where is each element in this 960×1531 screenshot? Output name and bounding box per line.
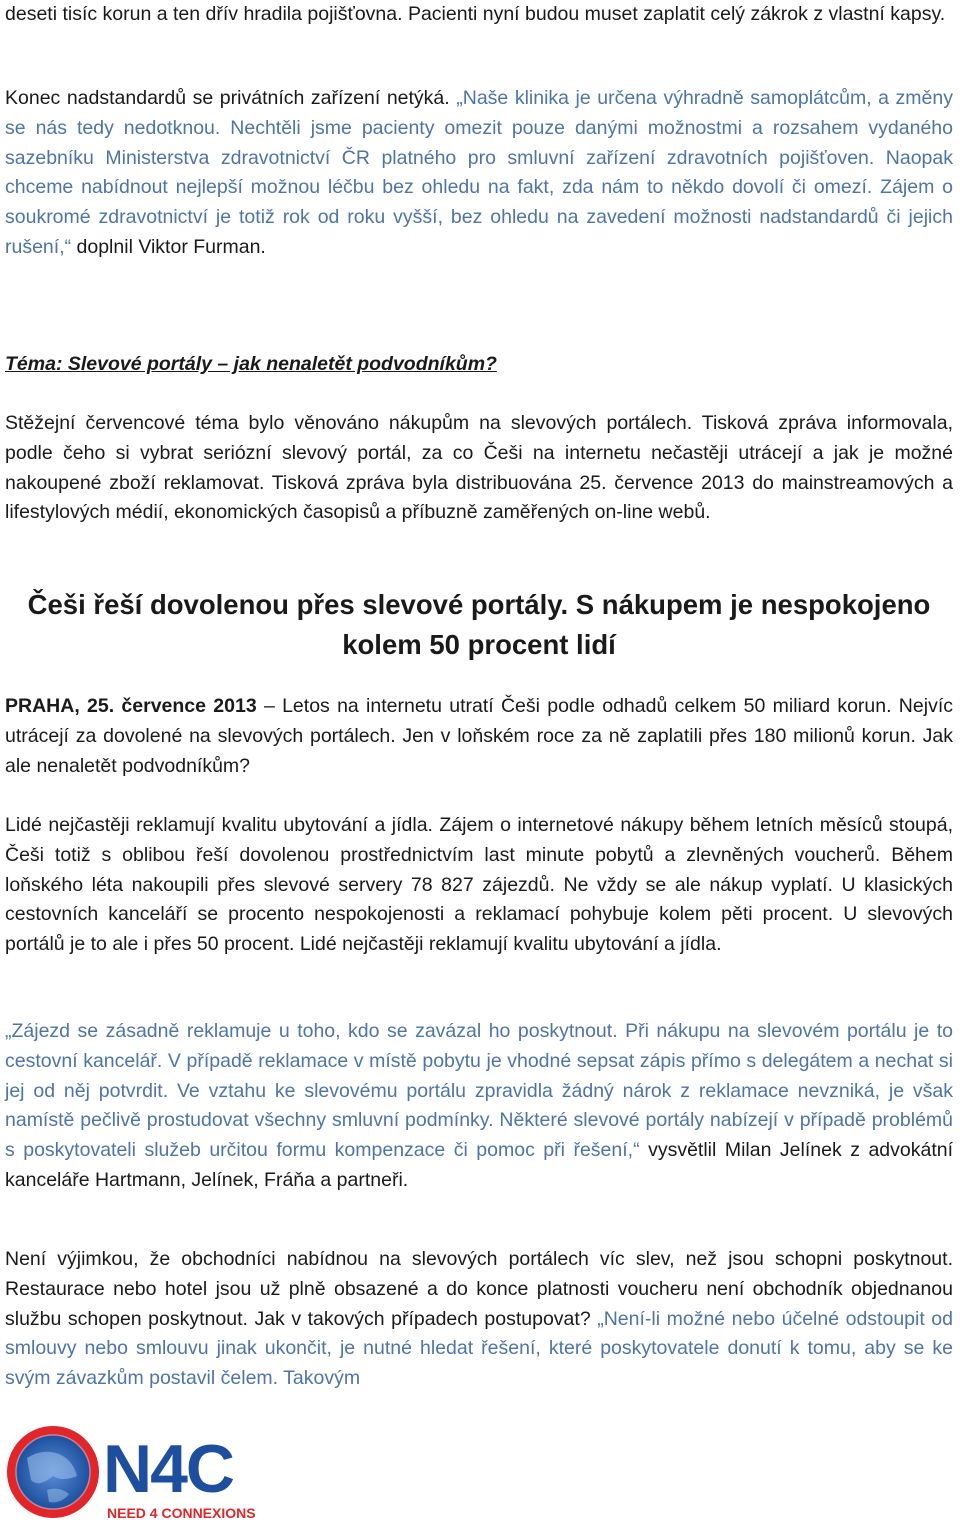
intro-lead-text: Konec nadstandardů se privátních zařízení netýká. bbox=[5, 87, 450, 109]
article-lead bbox=[5, 692, 953, 781]
logo-brand-text: N4C bbox=[103, 1431, 234, 1507]
intro-paragraph-1 bbox=[5, 0, 953, 30]
intro-text: deseti tisíc korun a ten dřív hradila pojišťovna. Pacienti nyní budou muset zaplatit celý zákrok z vlastní kapsy. bbox=[5, 3, 946, 25]
furman-quote: „Naše klinika je určena výhradně samoplátcům, a změny se nás tedy nedotknou. Nechtěli jsme pacienty omezit pouze danými možnostmi a rozsahem vydaného sazebníku Ministerstva zdravotnictví ČR platného pro smluvní zařízení zdravotních pojišťoven. Naopak chceme nabídnout nejlepší možnou léčbu bez ohledu na fakt, zda nám to někdo dovolí či omezí. Zájem o soukromé zdravotnictví je totiž rok od roku vyšší, bez ohledu na zavedení možnosti nadstandardů či jejich rušení,“ bbox=[5, 87, 953, 258]
topic-title: Téma: Slevové portály – jak nenaletět podvodníkům? bbox=[5, 353, 497, 375]
logo-tagline-text: NEED 4 CONNEXIONS bbox=[107, 1505, 256, 1521]
lead-text: – Letos na internetu utratí Češi podle odhadů celkem 50 miliard korun. Nejvíc utrácejí za dovolené na slevových portálech. Jen v loňském roce za ně zaplatili přes 180 milionů korun. Jak ale nenaletět podvodníkům? bbox=[5, 695, 953, 777]
headline-text: Češi řeší dovolenou přes slevové portály. S nákupem je nespokojeno kolem 50 procent lidí bbox=[27, 589, 931, 660]
globe-icon bbox=[7, 1426, 99, 1518]
topic-summary bbox=[5, 409, 953, 528]
intro-paragraph-2 bbox=[5, 84, 953, 263]
overbooking-quote: „Není-li možné nebo účelné odstoupit od smlouvy nebo smlouvu jinak ukončit, je nutné hledat řešení, které poskytovatele donutí k tomu, aby se ke svým závazkům postavil čelem. Takovým bbox=[5, 1307, 953, 1390]
overbooking-text: Není výjimkou, že obchodníci nabídnou na slevových portálech víc slev, než jsou schopni poskytnout. Restaurace nebo hotel jsou už plně obsazené a do konce platnosti voucheru není obchodník objednanou službu schopen poskytnout. Jak v takových případech postupovat? bbox=[5, 1248, 953, 1330]
dateline: PRAHA, 25. července 2013 bbox=[5, 695, 257, 717]
jelinek-quote: „Zájezd se zásadně reklamuje u toho, kdo se zavázal ho poskytnout. Při nákupu na slevovém portálu je to cestovní kancelář. V případě reklamace v místě pobytu je vhodné sepsat zápis přímo s delegátem a nechat si jej od něj potvrdit. Ve vztahu ke slevovému portálu zpravidla žádný nárok z reklamace nevzniká, je však namístě pečlivě prostudovat všechny smluvní podmínky. Některé slevové portály nabízejí v případě problémů s poskytovateli služeb určitou formu kompenzace či pomoc při řešení,“ bbox=[5, 1020, 953, 1162]
press-release-headline bbox=[5, 585, 953, 665]
n4c-logo bbox=[3, 1418, 273, 1526]
lawyer-quote-paragraph bbox=[5, 1017, 953, 1196]
overbooking-paragraph bbox=[5, 1245, 953, 1394]
topic-heading bbox=[5, 350, 953, 380]
article-paragraph-4 bbox=[5, 1245, 953, 1394]
article-paragraph-3 bbox=[5, 1017, 953, 1196]
jelinek-attribution: vysvětlil Milan Jelínek z advokátní kanceláře Hartmann, Jelínek, Fráňa a partneři. bbox=[5, 1139, 953, 1191]
complaints-paragraph: Lidé nejčastěji reklamují kvalitu ubytování a jídla. Zájem o internetové nákupy během letních měsíců stoupá, Češi totiž s oblibou řeší dovolenou prostřednictvím last minute pobytů a zlevněných voucherů. Během loňského léta nakoupili přes slevové servery 78 827 zájezdů. Ne vždy se ale nákup vyplatí. U klasických cestovních kanceláří se procento nespokojenosti a reklamací pohybuje kolem pěti procent. U slevových portálů je to ale i přes 50 procent. Lidé nejčastěji reklamují kvalitu ubytování a jídla. bbox=[5, 814, 953, 956]
n4c-logo-graphic bbox=[3, 1418, 273, 1526]
quote-attribution: doplnil Viktor Furman. bbox=[71, 235, 266, 258]
topic-summary-text: Stěžejní červencové téma bylo věnováno nákupům na slevových portálech. Tisková zpráva informovala, podle čeho si vybrat seriózní slevový portál, za co Češi na internetu nečastěji utrácejí a jak je možné nakoupené zboží reklamovat. Tisková zpráva byla distribuována 25. července 2013 do mainstreamových a lifestylových médií, ekonomických časopisů a příbuzně zaměřených on-line webů. bbox=[5, 412, 953, 524]
article-paragraph-2 bbox=[5, 811, 953, 960]
intro-quote-paragraph bbox=[5, 84, 953, 263]
lead-paragraph bbox=[5, 692, 953, 781]
